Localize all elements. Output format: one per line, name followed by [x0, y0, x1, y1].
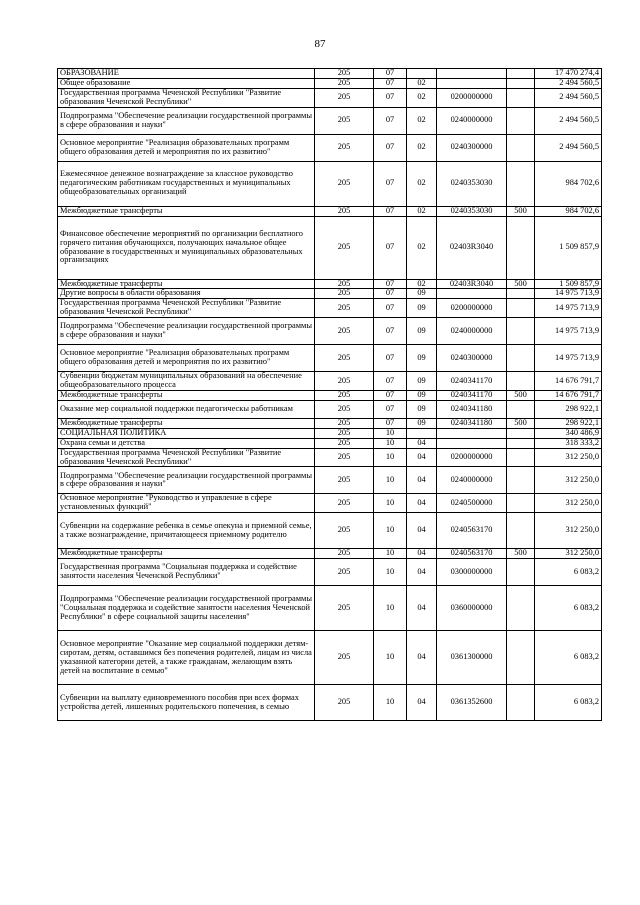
row-expense-type	[507, 438, 535, 448]
row-name: Межбюджетные трансферты	[58, 418, 315, 428]
row-expense-type	[507, 161, 535, 206]
row-subsection: 02	[407, 161, 437, 206]
row-target-article: 0240341170	[437, 390, 507, 400]
row-expense-type	[507, 448, 535, 467]
row-ministry-code: 205	[315, 559, 374, 586]
row-section: 07	[374, 390, 407, 400]
table-row	[58, 299, 602, 318]
row-ministry-code: 205	[315, 88, 374, 107]
row-subsection: 09	[407, 318, 437, 345]
row-target-article	[437, 78, 507, 88]
row-target-article: 0361352600	[437, 685, 507, 721]
row-name: Общее образование	[58, 78, 315, 88]
row-target-article: 0240300000	[437, 345, 507, 372]
row-subsection: 04	[407, 559, 437, 586]
row-expense-type	[507, 216, 535, 279]
row-section: 07	[374, 299, 407, 318]
table-row	[58, 134, 602, 161]
row-section: 10	[374, 685, 407, 721]
row-section: 10	[374, 494, 407, 513]
row-section: 10	[374, 467, 407, 494]
row-expense-type: 500	[507, 418, 535, 428]
row-subsection: 02	[407, 78, 437, 88]
row-section: 07	[374, 161, 407, 206]
table-row	[58, 107, 602, 134]
row-ministry-code: 205	[315, 134, 374, 161]
row-amount: 14 975 713,9	[535, 318, 602, 345]
row-subsection	[407, 69, 437, 79]
row-section: 10	[374, 559, 407, 586]
row-section: 10	[374, 438, 407, 448]
row-amount: 318 333,2	[535, 438, 602, 448]
row-section: 07	[374, 107, 407, 134]
row-ministry-code: 205	[315, 69, 374, 79]
table-row	[58, 318, 602, 345]
row-ministry-code: 205	[315, 685, 374, 721]
row-name: Субвенции на содержание ребенка в семье опекуна и приемной семье, а также вознаграждение, причитающееся приемному родителю	[58, 513, 315, 549]
table-row	[58, 216, 602, 279]
row-name: Государственная программа Чеченской Республики "Развитие образования Чеченской Республики"	[58, 88, 315, 107]
row-ministry-code: 205	[315, 216, 374, 279]
row-ministry-code: 205	[315, 206, 374, 216]
row-expense-type: 500	[507, 549, 535, 559]
row-subsection: 04	[407, 438, 437, 448]
table-row	[58, 390, 602, 400]
row-ministry-code: 205	[315, 279, 374, 289]
row-target-article: 0361300000	[437, 631, 507, 685]
row-name: Государственная программа Чеченской Республики "Развитие образования Чеченской Республики"	[58, 299, 315, 318]
row-target-article: 02403R3040	[437, 216, 507, 279]
row-expense-type	[507, 69, 535, 79]
row-section: 07	[374, 206, 407, 216]
row-subsection: 02	[407, 206, 437, 216]
table-row	[58, 345, 602, 372]
row-amount: 312 250,0	[535, 549, 602, 559]
row-expense-type	[507, 685, 535, 721]
row-subsection: 09	[407, 418, 437, 428]
row-section: 10	[374, 448, 407, 467]
row-amount: 2 494 560,5	[535, 107, 602, 134]
row-target-article: 0360000000	[437, 586, 507, 631]
row-name: СОЦИАЛЬНАЯ ПОЛИТИКА	[58, 428, 315, 438]
row-name: Субвенции бюджетам муниципальных образований на обеспечение общеобразовательного процесса	[58, 372, 315, 391]
row-amount: 6 083,2	[535, 685, 602, 721]
row-ministry-code: 205	[315, 78, 374, 88]
row-target-article	[437, 438, 507, 448]
row-amount: 14 975 713,9	[535, 345, 602, 372]
row-name: Межбюджетные трансферты	[58, 549, 315, 559]
row-section: 10	[374, 549, 407, 559]
row-name: Основное мероприятие "Руководство и управление в сфере установленных функций"	[58, 494, 315, 513]
row-ministry-code: 205	[315, 318, 374, 345]
row-subsection: 04	[407, 549, 437, 559]
row-subsection: 02	[407, 279, 437, 289]
row-amount: 6 083,2	[535, 586, 602, 631]
row-section: 07	[374, 318, 407, 345]
row-target-article	[437, 289, 507, 299]
row-section: 07	[374, 88, 407, 107]
row-amount: 298 922,1	[535, 418, 602, 428]
row-section: 07	[374, 372, 407, 391]
row-ministry-code: 205	[315, 418, 374, 428]
row-target-article: 0240563170	[437, 549, 507, 559]
row-amount: 14 676 791,7	[535, 372, 602, 391]
row-name: Оказание мер социальной поддержки педагогическы работникам	[58, 400, 315, 418]
row-ministry-code: 205	[315, 161, 374, 206]
row-subsection: 09	[407, 372, 437, 391]
row-subsection: 04	[407, 586, 437, 631]
row-subsection: 09	[407, 400, 437, 418]
row-name: Межбюджетные трансферты	[58, 206, 315, 216]
row-section: 07	[374, 345, 407, 372]
row-name: Межбюджетные трансферты	[58, 279, 315, 289]
table-row	[58, 631, 602, 685]
row-ministry-code: 205	[315, 428, 374, 438]
table-row	[58, 494, 602, 513]
row-expense-type	[507, 299, 535, 318]
row-name: Подпрограмма "Обеспечение реализации государственной программы "Социальная поддержка и содействие занятости населения Чеченской Республики" в сфере социальной защиты населения"	[58, 586, 315, 631]
row-amount: 984 702,6	[535, 161, 602, 206]
row-ministry-code: 205	[315, 631, 374, 685]
row-amount: 14 975 713,9	[535, 299, 602, 318]
row-ministry-code: 205	[315, 494, 374, 513]
row-target-article: 0240500000	[437, 494, 507, 513]
row-amount: 6 083,2	[535, 631, 602, 685]
table-row	[58, 559, 602, 586]
table-row	[58, 448, 602, 467]
row-name: Финансовое обеспечение мероприятий по организации бесплатного горячего питания обучающихся, получающих начальное общее образование в государственных и муниципальных образовательных организациях	[58, 216, 315, 279]
table-row	[58, 586, 602, 631]
table-row	[58, 438, 602, 448]
table-row	[58, 279, 602, 289]
table-row	[58, 428, 602, 438]
row-amount: 1 509 857,9	[535, 279, 602, 289]
row-expense-type	[507, 372, 535, 391]
row-subsection: 09	[407, 390, 437, 400]
row-target-article: 0240341180	[437, 400, 507, 418]
row-name: Основное мероприятие "Реализация образовательных программ общего образования детей и мероприятия по их развитию"	[58, 345, 315, 372]
row-section: 10	[374, 428, 407, 438]
table-row	[58, 549, 602, 559]
row-expense-type	[507, 428, 535, 438]
row-ministry-code: 205	[315, 513, 374, 549]
table-row	[58, 289, 602, 299]
row-section: 07	[374, 216, 407, 279]
row-target-article: 0240563170	[437, 513, 507, 549]
row-target-article: 0200000000	[437, 448, 507, 467]
row-amount: 14 975 713,9	[535, 289, 602, 299]
row-subsection: 04	[407, 494, 437, 513]
row-target-article: 0240353030	[437, 161, 507, 206]
row-target-article: 0240000000	[437, 467, 507, 494]
budget-table	[57, 68, 602, 721]
row-expense-type	[507, 467, 535, 494]
row-ministry-code: 205	[315, 586, 374, 631]
row-amount: 298 922,1	[535, 400, 602, 418]
row-section: 07	[374, 69, 407, 79]
row-ministry-code: 205	[315, 438, 374, 448]
row-expense-type	[507, 78, 535, 88]
row-amount: 312 250,0	[535, 513, 602, 549]
row-expense-type	[507, 513, 535, 549]
row-section: 07	[374, 78, 407, 88]
row-expense-type	[507, 631, 535, 685]
row-section: 10	[374, 513, 407, 549]
row-subsection: 02	[407, 216, 437, 279]
row-ministry-code: 205	[315, 107, 374, 134]
table-row	[58, 88, 602, 107]
row-target-article: 0200000000	[437, 299, 507, 318]
table-row	[58, 467, 602, 494]
row-amount: 312 250,0	[535, 448, 602, 467]
row-expense-type	[507, 559, 535, 586]
row-ministry-code: 205	[315, 448, 374, 467]
row-subsection: 09	[407, 345, 437, 372]
row-target-article: 0300000000	[437, 559, 507, 586]
row-name: ОБРАЗОВАНИЕ	[58, 69, 315, 79]
row-target-article: 02403R3040	[437, 279, 507, 289]
row-name: Государственная программа "Социальная поддержка и содействие занятости населения Чеченской Республики"	[58, 559, 315, 586]
row-subsection: 02	[407, 134, 437, 161]
page-number: 87	[314, 38, 326, 50]
row-amount: 6 083,2	[535, 559, 602, 586]
row-name: Государственная программа Чеченской Республики "Развитие образования Чеченской Республики"	[58, 448, 315, 467]
row-name: Основное мероприятие "Реализация образовательных программ общего образования детей и мероприятия по их развитию"	[58, 134, 315, 161]
row-ministry-code: 205	[315, 400, 374, 418]
row-subsection: 04	[407, 467, 437, 494]
row-amount: 1 509 857,9	[535, 216, 602, 279]
row-name: Основное мероприятие "Оказание мер социальной поддержки детям-сиротам, детям, оставшимся без попечения родителей, лицам из числа указанной категории детей, а также гражданам, желающим взять детей на воспитание в семью"	[58, 631, 315, 685]
row-name: Другие вопросы в области образования	[58, 289, 315, 299]
row-ministry-code: 205	[315, 299, 374, 318]
row-subsection: 02	[407, 107, 437, 134]
row-section: 07	[374, 279, 407, 289]
row-subsection	[407, 428, 437, 438]
row-name: Охрана семьи и детства	[58, 438, 315, 448]
row-expense-type	[507, 289, 535, 299]
table-row	[58, 400, 602, 418]
table-row	[58, 206, 602, 216]
row-name: Субвенции на выплату единовременного пособия при всех формах устройства детей, лишенных родительского попечения, в семью	[58, 685, 315, 721]
row-subsection: 04	[407, 513, 437, 549]
row-subsection: 02	[407, 88, 437, 107]
table-row	[58, 69, 602, 79]
row-name: Межбюджетные трансферты	[58, 390, 315, 400]
row-target-article: 0200000000	[437, 88, 507, 107]
row-target-article: 0240300000	[437, 134, 507, 161]
row-amount: 340 486,9	[535, 428, 602, 438]
row-ministry-code: 205	[315, 467, 374, 494]
row-expense-type: 500	[507, 390, 535, 400]
table-row	[58, 161, 602, 206]
row-ministry-code: 205	[315, 372, 374, 391]
row-section: 07	[374, 400, 407, 418]
row-expense-type	[507, 318, 535, 345]
row-subsection: 09	[407, 299, 437, 318]
row-subsection: 04	[407, 685, 437, 721]
row-amount: 2 494 560,5	[535, 88, 602, 107]
row-amount: 312 250,0	[535, 467, 602, 494]
row-target-article: 0240341180	[437, 418, 507, 428]
row-target-article: 0240341170	[437, 372, 507, 391]
row-ministry-code: 205	[315, 345, 374, 372]
row-subsection: 09	[407, 289, 437, 299]
row-subsection: 04	[407, 448, 437, 467]
row-expense-type	[507, 400, 535, 418]
table-row	[58, 372, 602, 391]
row-section: 10	[374, 586, 407, 631]
row-target-article: 0240353030	[437, 206, 507, 216]
row-target-article: 0240000000	[437, 318, 507, 345]
row-expense-type	[507, 134, 535, 161]
row-ministry-code: 205	[315, 289, 374, 299]
table-row	[58, 513, 602, 549]
row-expense-type	[507, 88, 535, 107]
row-expense-type	[507, 494, 535, 513]
row-amount: 984 702,6	[535, 206, 602, 216]
row-amount: 17 470 274,4	[535, 69, 602, 79]
table-row	[58, 418, 602, 428]
row-name: Подпрограмма "Обеспечение реализации государственной программы в сфере образования и науки"	[58, 318, 315, 345]
row-section: 07	[374, 134, 407, 161]
row-expense-type	[507, 107, 535, 134]
row-amount: 14 676 791,7	[535, 390, 602, 400]
row-expense-type: 500	[507, 206, 535, 216]
row-section: 07	[374, 289, 407, 299]
row-target-article	[437, 69, 507, 79]
table-body	[58, 69, 602, 721]
table-row	[58, 685, 602, 721]
row-name: Подпрограмма "Обеспечение реализации государственной программы в сфере образования и науки"	[58, 467, 315, 494]
row-name: Подпрограмма "Обеспечение реализации государственной программы в сфере образования и науки"	[58, 107, 315, 134]
table-row	[58, 78, 602, 88]
row-expense-type	[507, 345, 535, 372]
row-section: 07	[374, 418, 407, 428]
row-amount: 2 494 560,5	[535, 134, 602, 161]
row-target-article: 0240000000	[437, 107, 507, 134]
row-subsection: 04	[407, 631, 437, 685]
row-section: 10	[374, 631, 407, 685]
row-name: Ежемесячное денежное вознаграждение за классное руководство педагогическим работникам государственных и муниципальных общеобразовательных организаций	[58, 161, 315, 206]
row-ministry-code: 205	[315, 549, 374, 559]
row-expense-type: 500	[507, 279, 535, 289]
row-ministry-code: 205	[315, 390, 374, 400]
row-target-article	[437, 428, 507, 438]
row-amount: 2 494 560,5	[535, 78, 602, 88]
row-expense-type	[507, 586, 535, 631]
row-amount: 312 250,0	[535, 494, 602, 513]
